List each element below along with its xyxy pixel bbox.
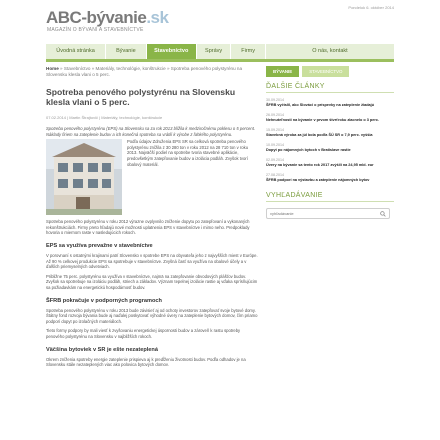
logo-accent: .sk [146, 8, 169, 27]
divider [266, 92, 394, 93]
figure-block [46, 139, 258, 215]
header-date: Pondelok 6. október 2014 [348, 5, 394, 10]
news-link[interactable]: ŠFRB vyčíslil, ako Slováci o príspevky na zateplenie žiadajú [266, 103, 375, 107]
search-box [266, 208, 390, 219]
paragraph: Približne 75 perc. polystyrénu sa využíva v stavebníctve, najmä na zatepľovanie obvodových plášťov budov. Zvyšok sa spotrebuje na izoláciu podláh, striech a základov. Význam tepelnej izolácie rastie aj vďaka sprísňujúcim sa požiadavkám na energetickú hospodárnosť budov. [46, 273, 258, 290]
article-meta: 07.02.2014 | Martin Štrajtovič | Materiály, technológie, konštrukcie [46, 115, 163, 120]
search-title: VYHĽADÁVANIE [266, 192, 323, 199]
news-date: 30.09.2014 [266, 98, 284, 102]
news-date: 26.09.2014 [266, 113, 284, 117]
related-articles-title: ĎALŠIE ČLÁNKY [266, 83, 325, 90]
section-heading: ŠFRB pokračuje v podporných programoch [46, 297, 162, 304]
news-link[interactable]: Nehnuteľnosti na bývanie v prvom štvrťroku zlacnelo o 3 perc. [266, 118, 380, 122]
sidebar-tabs [266, 66, 394, 77]
article-title: Spotreba penového polystyrénu na Slovensku klesla vlani o 5 perc. [46, 87, 236, 107]
site-header [0, 0, 440, 42]
news-date: 15.09.2014 [266, 128, 284, 132]
news-date: 02.09.2014 [266, 158, 284, 162]
search-input[interactable] [270, 209, 380, 218]
paragraph: Spotreba penového polystyrénu v roku 2013 bude závisieť aj od ochoty investorov zatepľovať svoje bytové domy. Štátny fond rozvoja bývania bude aj naďalej poskytovať výhodné úvery na zateplenie bytových domov, čím priamo podporí dopyt po izolačných materiáloch. [46, 307, 258, 324]
article-lead: Spotreba penového polystyrénu (EPS) na Slovensku sa za rok 2013 blížila k medziročnému poklesu o 5 percent. Náklady firiem na zateplenie budov a ich konečná spotreba sa vrátili k výrobe z ľahkého polystyrénu. [46, 126, 256, 137]
breadcrumb-home[interactable]: Home [46, 66, 59, 71]
main-nav [46, 44, 394, 62]
paragraph: Tieto formy podpory by mali viesť k zvyšovaniu energetickej úspornosti budov a zároveň k rastu spotreby penového polystyrénu na Slovensku v najbližších rokoch. [46, 328, 241, 339]
nav-item-firmy[interactable]: Firmy [231, 44, 266, 59]
tab-byvanie[interactable]: BÝVANIE [266, 66, 299, 77]
site-tagline: MAGAZÍN O BÝVANÍ A STAVEBNÍCTVE [47, 27, 144, 33]
news-link[interactable]: ŠFRB podporí na výstavbu a zateplenie nájomných bytov [266, 178, 370, 182]
nav-item-spravy[interactable]: Správy [197, 44, 232, 59]
divider [266, 201, 394, 202]
news-link[interactable]: Úvery na bývanie sa tento rok 2017 zvýšili na 24,95 mld. eur [266, 163, 374, 167]
logo-main: ABC-bývanie [46, 8, 147, 27]
tab-stavebnictvo[interactable]: STAVEBNÍCTVO [302, 66, 349, 77]
news-link[interactable]: Stavebná výroba za júl bola podľa ŠÚ SR o 7,9 perc. vyššia [266, 133, 373, 137]
news-link[interactable]: Dopyt po nájomných bytoch v Bratislave rastie [266, 148, 351, 152]
paragraph: Okrem zníženia spotreby energie zateplenie prispieva aj k predĺženiu životnosti budov. Podľa odhadov je na Slovensku stále nezateplených viac ako polovica bytových domov. [46, 356, 246, 368]
building-photo-icon [46, 139, 122, 215]
nav-item-home[interactable]: Úvodná stránka [46, 44, 106, 59]
breadcrumb-path[interactable]: » Stavebníctvo » Materiály, technológie, konštrukcie » Spotreba penového polystyrénu na Slovensku klesla vlani o 5 perc. [46, 66, 243, 77]
site-logo[interactable] [46, 8, 168, 28]
section-heading: EPS sa využíva prevažne v stavebníctve [46, 242, 153, 249]
breadcrumb [46, 66, 258, 78]
list-item[interactable] [266, 158, 394, 168]
nav-item-byvanie[interactable]: Bývanie [106, 44, 146, 59]
list-item[interactable] [266, 143, 394, 153]
paragraph: V porovnaní s ostatnými krajinami patrí Slovensko v spotrebe EPS na obyvateľa jeho z najvyšších miest v Európe. Až 90 % celkovej produkcie EPS sa spotrebuje v stavebníctve. Zvyšná časť sa využíva na obalové účely a v ďalších priemyselných odvetviach. [46, 252, 258, 270]
sidebar [266, 66, 394, 219]
article [46, 66, 258, 368]
nav-item-stavebnictvo[interactable]: Stavebníctvo [147, 44, 197, 59]
paragraph: Spotreba penového polystyrénu v roku 2012 výrazne ovplyvnilo zníženie dopytu po zatepľovaní a vykonaných rekonštrukciách. Firmy preto hľadajú nové možnosti uplatnenia EPS v stavebníctve i mimo neho. Predpoklady hovoria o miernom raste v nasledujúcich rokoch. [46, 219, 250, 236]
list-item[interactable] [266, 98, 394, 108]
section-heading: Väčšina bytoviek v SR je ešte nezateplená [46, 346, 158, 353]
list-item[interactable] [266, 128, 394, 138]
search-icon[interactable] [380, 211, 386, 217]
list-item[interactable] [266, 173, 394, 183]
nav-item-about[interactable]: O nás, kontakt [312, 48, 348, 54]
news-date: 27.08.2014 [266, 173, 284, 177]
article-photo [46, 139, 122, 215]
figure-text: Podľa údajov Združenia EPS SR sa celková spotreba penového polystyrénu znížila z 30 280 ton v roku 2012 na 28 710 ton v roku 2013. Najväčší podiel na spotrebe tvoria stavebné aplikácie, predovšetkým zatepľovanie budov a izolácia podláh. Zvyšok tvorí obalový materiál. [127, 139, 249, 167]
news-date: 10.09.2014 [266, 143, 284, 147]
list-item[interactable] [266, 113, 394, 123]
